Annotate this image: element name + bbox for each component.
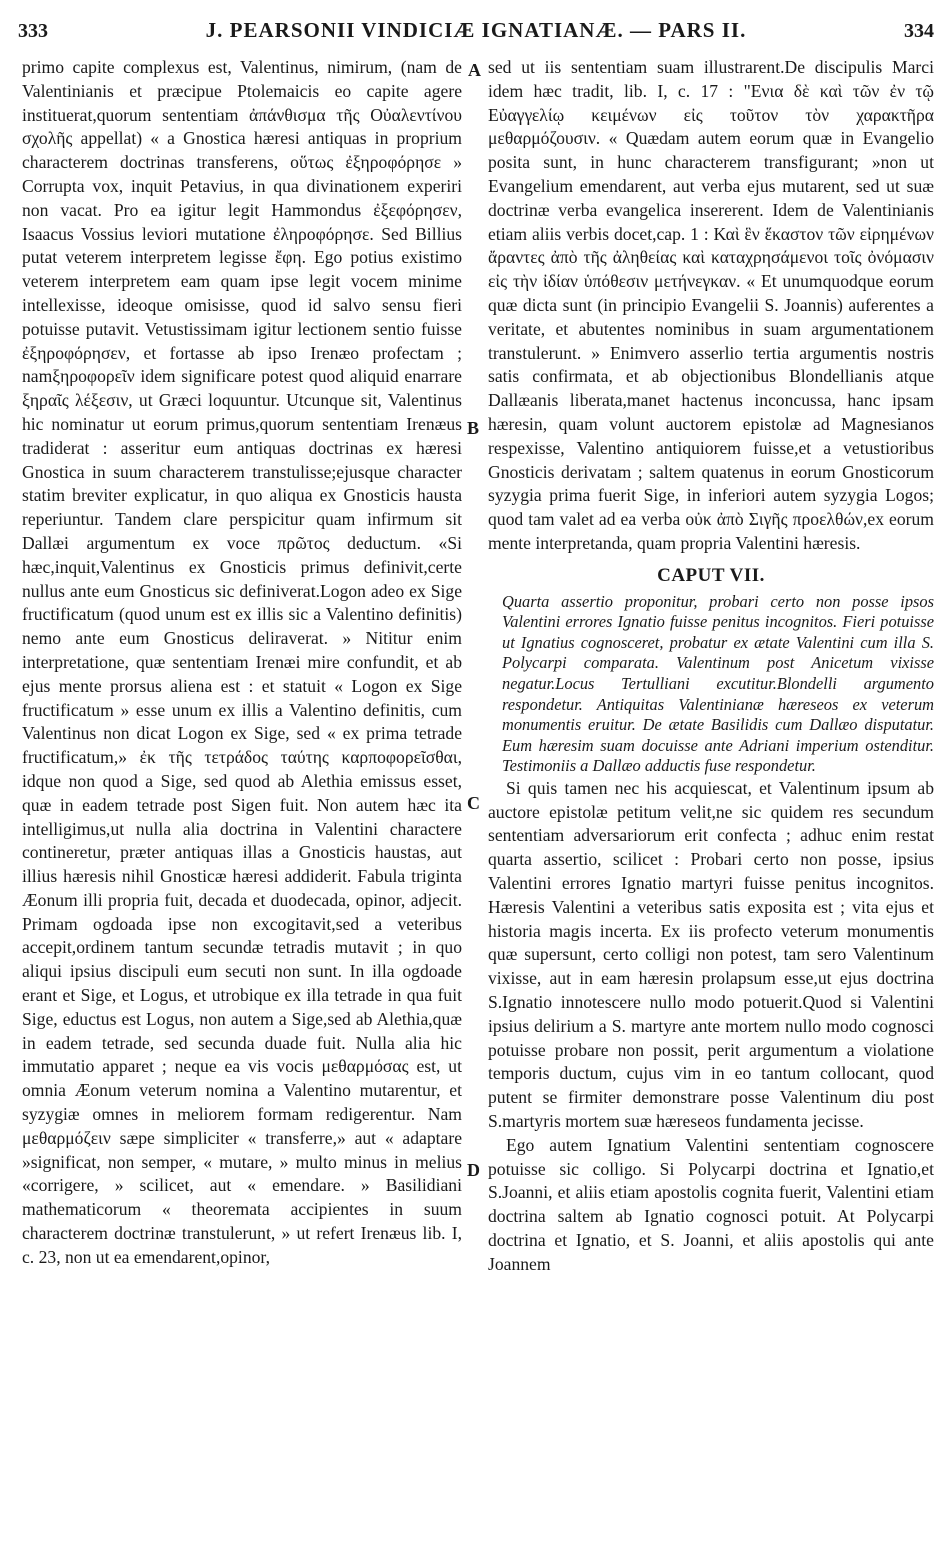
left-column-paragraph: primo capite complexus est, Valentinus, nimirum, (nam de Valentinianis et præcipue Ptolemaicis eo capite agere instituerat,quorum sententiam ἀπάνθισμα τῆς Οὐαλεντίνου σχολῆς appellat) « a Gnostica hæresi antiquas in proprium characterem doctrinas transferens, οὕτως ἐξηροφόρησε » Corrupta vox, inquit Petavius, in qua divinationem experiri non vacat. Pro ea igitur legit Hammondus ἐξεφόρησεν, Isaacus Vossius leviori mutatione ἐληροφόρησε. Sed Billius putat veterem interpretem legisse ἔφη. Ego potius existimo veterem interpretem eam quam ipse legit vocem minime intellexisse, ideoque omisisse, quod id salvo sensu fieri potuisse putavit. Vetustissimam igitur lectionem sentio fuisse ἐξηροφόρησεν, et fortasse ab ipso Irenæo profectam ; namξηροφορεῖν idem significare potest quod aliquid enarrare ξηραῖς λέξεσιν, ut Græci loquuntur. Utcunque sit, Valentinus hic nominatur ut eorum primus,quorum sententiam Irenæus tradiderat : asseritur eum antiquas doctrinas ex hæresi Gnostica in suum characterem transtulisse;ejusque character statim breviter explicatur, in quo aliqua ex Gnosticis hausta reperiuntur. Tandem clare perspicitur quam infirmum sit Dallæi argumentum ex voce πρῶτος deductum. «Si hæc,inquit,Valentinus ex Gnosticis primus definivit,certe nullus ante eum Gnosticus sic definiverat.Logon adeo ex Sige fructificatum (quod unum est ex illis sic a Valentino definitis) nemo ante eum Gnosticus deliraverat. » Nititur enim interpretatione, quæ sententiam Irenæi mire confundit, et ab ejus mente prorsus aliena est : et statuit « Logon ex Sige fructificatum » esse unum ex illis a Valentino definitis, cum Valentinus non dicat Logon ex Sige, sed « ex prima tetrade fructificatum,» ἐκ τῆς τετράδος ταύτης καρποφορεῖσθαι, idque non quod a Sige, sed quod ab Alethia emissus esset, quæ in eadem tetrade post Sigen fuit. Non autem hæc ita intelligimus,ut nulla alia doctrina in Valentini charactere contineretur, præter antiquas illas a Gnosticis haustas, aut illius hæresis nihil Gnosticæ hæresi addiderit. Fabula triginta Æonum illi propria fuit, decada et duodecada, opinor, adjecit. Primam ogdoada ipse non excogitavit,sed a veteribus accepit,ordinem tantum secundæ tetradis mutavit ; in quo aliqui ipsius discipuli eum secuti non sunt. In illa ogdoade erant et Sige, et Logus, et utrobique ex illa tetrade in qua fuit Sige, eductus est Logus, non autem a Sige,sed ab Alethia,quæ in eadem tetrade, sed secunda duade fuit. Nulla alia hic immutatio apparet ; neque ea vis vocis μεθαρμόσας est, ut omnia Æonum veterum nomina a Valentino mutarentur, et syzygiæ omnes in meliorem formam redigerentur. Nam μεθαρμόζειν sæpe simpliciter « transferre,» aut « adaptare »significat, non semper, « mutare, » multo minus in melius «corrigere, » scilicet, aut « emendare. » Basilidiani mathematicorum « theoremata accipientes in suum characterem doctrinæ transtulerunt, » ut refert Irenæus lib. I, c. 23, non ut ea emendarent,opinor,	[22, 57, 462, 1267]
margin-marker-a: A	[468, 60, 481, 80]
right-column	[488, 56, 934, 1277]
running-title: J. PEARSONII VINDICIÆ IGNATIANÆ. — PARS II.	[205, 18, 747, 42]
right-column-paragraph-top: sed ut iis sententiam suam illustrarent.De discipulis Marci idem hæc tradit, lib. I, c. 17 : "Ενια δὲ καὶ τῶν ἐν τῷ Εὐαγγελίῳ κειμένων εἰς τοῦτον τὸν χαρακτῆρα μεθαρμόζουσιν. « Quædam autem eorum quæ in Evangelio posita sunt, in hunc characterem transfigurant; »non ut Evangelium emendarent, aut verba ejus mutarent, sed ut suæ doctrinæ verba evangelica insererent. Idem de Valentinianis etiam aliis verbis docet,cap. 1 : Καὶ ἓν ἕκαστον τῶν εἰρημένων ἄραντες ἀπὸ τῆς ἀληθείας καὶ καταχρησάμενοι τοῖς ὀνόμασιν εἰς τὴν ἰδίαν ὑπόθεσιν μετήνεγκαν. « Et unumquodque eorum quæ dicta sunt (in principio Evangelii S. Joannis) auferentes a veritate, et abutentes nominibus in suam argumentationem transtulerunt. » Enimvero asserlio tertia argumentis nostris satis confirmata, et ab objectionibus Blondellianis atque Dallæanis liberata,manet hactenus inconcussa, hanc ipsam hæresin, quam volunt auctorem epistolæ ad Magnesianos respexisse, Valentino antiquiorem fuisse,et a vetustioribus Gnosticis derivatam ; saltem quatenus in eorum Gnosticorum syzygia prima fuerit Sige, in inferiori autem syzygia Logos; quod tam valet ad ea verba οὐκ ἀπὸ Σιγῆς προελθών,ex eorum mente interpretanda, quam propria Valentini hæresis.	[488, 57, 934, 553]
running-header	[18, 16, 934, 46]
page-number-left: 333	[18, 20, 48, 42]
margin-marker-c: C	[467, 793, 480, 813]
chapter-summary: Quarta assertio proponitur, probari certo non posse ipsos Valentini errores Ignatio fuisse penitus incognitos. Fieri potuisse ut Ignatius cognosceret, probatur ex ætate Valentini cum illa S. Polycarpi comparata. Valentinum post Anicetum vixisse negatur.Locus Tertulliani excutitur.Blondelli argumento respondetur. Antiquitas Valentinianæ hæreseos ex veterum monumentis eruitur. De ætate Basilidis cum Dallæo disputatur. Eum hæresim suam docuisse ante Adriani imperium ostenditur. Testimoniis a Dallæo adductis fuse respondetur.	[502, 591, 934, 776]
left-column	[22, 56, 462, 1270]
margin-marker-b: B	[467, 418, 480, 438]
page-number-right: 334	[904, 20, 934, 42]
chapter-heading: CAPUT VII.	[657, 564, 765, 586]
margin-marker-d: D	[467, 1160, 480, 1180]
right-column-paragraph-3: Ego autem Ignatium Valentini sententiam cognoscere potuisse sic colligo. Si Polycarpi doctrina et Ignatio,et S.Joanni, et aliis etiam apostolis cognita fuerit, Valentini etiam doctrina saltem ab Ignatio cognosci potuit. At Polycarpi doctrina et Ignatio, et S. Joanni, et aliis apostolis qui ante Joannem	[488, 1134, 934, 1274]
right-column-paragraph-2: Si quis tamen nec his acquiescat, et Valentinum ipsum ab auctore epistolæ petitum velit,ne sic quidem res secundum sententiam adversariorum erit confecta ; adhuc enim restat quarta assertio, scilicet : Probari certo non posse, ipsius Valentini errores Ignatio martyri fuisse penitus incognitos. Hæresis Valentini a veteribus satis exposita est ; vita ejus et historia magis incerta. Ex iis profecto veterum monumentis quæ supersunt, certo colligi non potest, tam sero Valentinum vixisse, aut in eam hæresin prolapsum esse,ut ejus doctrina S.Ignatio innotescere nullo modo potuerit.Quod si Valentini ipsius delirium a S. martyre ante mortem nullo modo cognosci potuisse probare non possit, perit argumentum a violatione temporis ductum, cujus vim in eo tantum collocant, quod putent se firmiter demonstrare posse Valentinum diu post S.martyris mortem suæ hæreseos fundamenta jecisse.	[488, 777, 934, 1132]
